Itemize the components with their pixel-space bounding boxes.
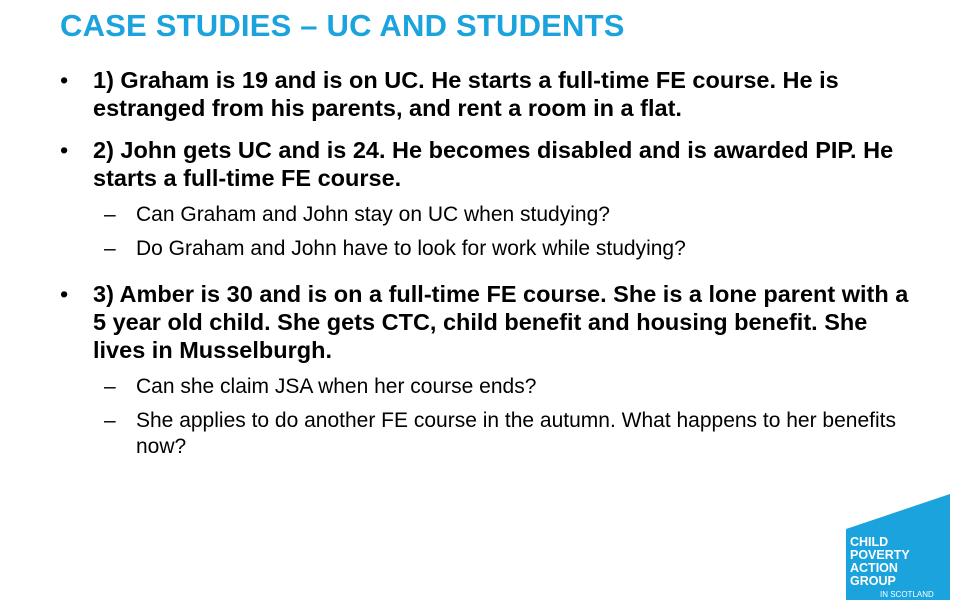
- logo-line-5: IN SCOTLAND: [880, 590, 934, 599]
- bullet-3-text: 3) Amber is 30 and is on a full-time FE course. She is a lone parent with a 5 year old child. She gets CTC, child benefit and housing benefit. She lives in Musselburgh.: [93, 281, 909, 363]
- bullet-1-text: 1) Graham is 19 and is on UC. He starts a full-time FE course. He is estranged from his parents, and rent a room in a flat.: [93, 67, 839, 121]
- sub-bullet-3-2-text: She applies to do another FE course in the autumn. What happens to her benefits now?: [136, 409, 896, 458]
- logo-line-4: GROUP: [850, 574, 896, 588]
- bullet-icon: •: [60, 67, 69, 93]
- logo-line-2: POVERTY: [850, 548, 910, 562]
- sub-bullet-2-2: [60, 236, 910, 262]
- sub-bullet-2-1: [60, 202, 910, 228]
- bullet-icon: •: [60, 281, 69, 307]
- sub-bullet-2-1-text: Can Graham and John stay on UC when studying?: [136, 203, 610, 226]
- bullet-3: [60, 280, 910, 364]
- logo-line-1: CHILD: [850, 535, 889, 549]
- child-poverty-action-group-logo: [846, 494, 950, 600]
- bullet-1: [60, 66, 910, 122]
- slide-title: CASE STUDIES – UC AND STUDENTS: [60, 8, 625, 43]
- dash-icon: –: [104, 375, 116, 398]
- dash-icon: –: [104, 237, 116, 260]
- sub-bullet-3-1: [60, 374, 910, 400]
- sub-bullet-2-2-text: Do Graham and John have to look for work while studying?: [136, 237, 686, 260]
- logo-line-3: ACTION: [850, 561, 898, 575]
- slide-content: [60, 66, 910, 472]
- bullet-2-text: 2) John gets UC and is 24. He becomes disabled and is awarded PIP. He starts a full-time FE course.: [93, 137, 894, 191]
- sub-bullet-3-2: [60, 408, 910, 460]
- bullet-icon: •: [60, 137, 69, 163]
- dash-icon: –: [104, 409, 116, 432]
- sub-bullet-3-1-text: Can she claim JSA when her course ends?: [136, 375, 537, 398]
- bullet-2: [60, 136, 910, 192]
- dash-icon: –: [104, 203, 116, 226]
